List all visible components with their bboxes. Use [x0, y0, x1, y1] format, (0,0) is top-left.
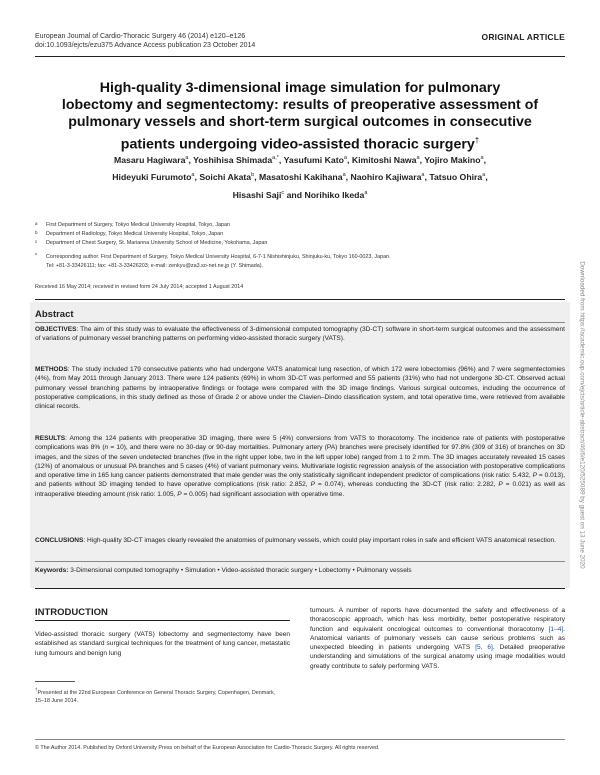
results-text: = 0.074), whereas conducting the 3D-CT (risk ratio: 2.282,: [314, 481, 499, 489]
author-name[interactable]: Masatoshi Kakihana: [259, 172, 343, 183]
abstract-top-rule: [35, 299, 565, 300]
journal-line-1: European Journal of Cardio-Thoracic Surgery 46 (2014) e120–e126: [35, 33, 246, 40]
article-type-label: ORIGINAL ARTICLE: [481, 32, 565, 42]
corresponding-mark: *: [35, 253, 38, 259]
author-name[interactable]: Hisashi Saji: [232, 189, 282, 200]
results-text: : Among the 124 patients with preoperative 3D imaging, there were 5 (4%) conversions from VATS to thoracotomy. The incidence rate of patients with postoperative complications was 8% (: [35, 435, 565, 452]
abstract-heading-rule: [35, 322, 565, 323]
author-affiliation-mark: a: [342, 172, 346, 179]
title-line-4-text: patients undergoing video-assisted thoracic surgery: [120, 136, 475, 153]
author-affiliation-mark: a: [416, 155, 420, 161]
corresponding-line-2[interactable]: Tel: +81-3-33426111; fax: +81-3-33426203; e-mail: zenkyu@za3.so-net.ne.jp (Y. Shimada).: [46, 262, 264, 269]
copyright-rule: [35, 739, 565, 740]
abstract-objectives: [35, 325, 565, 344]
affiliation-text: Department of Radiology, Tokyo Medical University Hospital, Tokyo, Japan: [46, 231, 224, 237]
conclusions-label: CONCLUSIONS: [35, 537, 84, 544]
abstract-methods: [35, 365, 565, 411]
objectives-text: : The aim of this study was to evaluate the effectiveness of 3-dimensional computed tomography (3D-CT) software in short-term surgical outcomes and the assessment of variations of pulmonary vessel branching patterns on performing video-assisted thoracic surgery (VATS).: [35, 326, 565, 343]
citation-link[interactable]: [5, 6]: [475, 644, 493, 652]
introduction-left-column: Video-assisted thoracic surgery (VATS) lobectomy and segmentectomy have been established as standard surgical techniques for the treatment of lung cancer, metastatic lung tumours and benign lung: [35, 631, 290, 657]
title-line-2: lobectomy and segmentectomy: results of preoperative assessment of: [61, 97, 539, 114]
intro-text: . Anatomical variants of pulmonary vessels can cause serious problems such as unexpected bleeding in patients undergoing VATS: [310, 625, 565, 652]
author-affiliation-mark: a: [364, 189, 368, 196]
authors-line-1: Masaru Hagiwara$^a$, Yoshihisa Shimada$^{a,*}$, Yasufumi Kato$^a$, Kimitoshi Nawa$^a$, Yojiro Makino$^a$,: [113, 154, 487, 165]
author-affiliation-mark: a: [480, 155, 484, 161]
conclusions-text: : High-quality 3D-CT images clearly revealed the anatomies of pulmonary vessels, which could play important roles in safe and efficient VATS anatomical resection.: [83, 537, 556, 544]
results-text: = 10), and there were no 30-day or 90-day mortalities. Pulmonary artery (PA) branches were precisely identified for 97.8% (309 of 316) of branches on 3D images, and the sizes of the seven undetected branches (five in the right upper lobe, two in the left upper lobe) ranged from 1 to 2 mm. The 3D images accurately revealed 15 cases (12%) of anomalous or unusual PA branches and 5 cases (4%) of variant pulmonary veins. Multivariate logistic regression analysis of the association with postoperative complications and operative time in 165 lung cancer patients demonstrated that male gender was the only statistically significant independent predictor of complications (risk ratio: 5.432,: [35, 444, 565, 480]
header-rule: [35, 56, 565, 57]
corresponding-line-1: Corresponding author. First Department of Surgery, Tokyo Medical University Hospital, 6-7-1 Nishishinjuku, Shinjuku-ku, Tokyo 160-0023, Japan.: [46, 254, 391, 260]
copyright: © The Author 2014. Published by Oxford University Press on behalf of the European Association for Cardio-Thoracic Surgery. All rights reserved.: [35, 745, 380, 751]
footnote-text: Presented at the 22nd European Conference on General Thoracic Surgery, Copenhagen, Denmark, 15–18 June 2014.: [35, 689, 276, 705]
footnote-rule: [35, 681, 75, 682]
results-italic: P: [532, 472, 537, 480]
results-italic: P: [177, 490, 182, 498]
author-name[interactable]: Yoshihisa Shimada: [193, 154, 273, 165]
keywords-text: 3-Dimensional computed tomography • Simulation • Video-assisted thoracic surgery • Lobectomy • Pulmonary vessels: [68, 567, 412, 574]
title-line-1: High-quality 3-dimensional image simulation for pulmonary: [99, 80, 501, 96]
objectives-label: OBJECTIVES: [35, 326, 77, 333]
author-name[interactable]: Tatsuo Ohira: [429, 172, 483, 183]
author-name[interactable]: Masaru Hagiwara: [113, 154, 186, 165]
authors-line-3: [55, 186, 545, 203]
author-affiliation-mark: a: [191, 172, 195, 179]
methods-text: : The study included 179 consecutive patients who had undergone VATS anatomical lung resection, of which 172 were lobectomies (96%) and 7 were segmentectomies (4%), from May 2011 through January 2013. There were 124 patients (69%) in whom 3D-CT was performed and 55 patients (31%) who had not undergone 3D-CT. Observed actual pulmonary vessel branching patterns by intraoperative findings or footage were compared with the 3D image findings. Various surgical outcomes, including the occurrence of postoperative complications, in this study defined as those of Grade 2 or above under the Clavien–Dindo classification system, and total operative time, were retrieved from available clinical records.: [35, 366, 565, 411]
keywords-rule: [35, 561, 565, 562]
journal-citation: [35, 32, 255, 50]
author-list: [55, 151, 545, 203]
title-line-3: pulmonary vessels and short-term surgical outcomes in consecutive: [68, 114, 532, 131]
authors-conjunction: and: [286, 189, 303, 200]
author-name[interactable]: Kimitoshi Nawa: [351, 154, 417, 165]
results-text: = 0.021) as well as intraoperative bleeding amount (risk ratio: 1.005,: [35, 481, 566, 498]
results-italic: P: [498, 481, 503, 489]
author-affiliation-mark: a: [482, 172, 486, 179]
introduction-right-column: [310, 606, 565, 671]
abstract-bottom-rule: [35, 588, 565, 589]
abstract-conclusions: [35, 536, 565, 545]
citation-link[interactable]: [1–4]: [548, 625, 564, 633]
results-text: = 0.013), and patients without 3D imaging tended to have operative complications (risk ratio: 2.852,: [35, 472, 566, 489]
authors-line-2: Hideyuki Furumoto$^a$, Soichi Akata$^b$, Masatoshi Kakihana$^a$, Naohiro Kajiwara$^a$, Tatsuo Ohira$^a$,: [112, 172, 488, 183]
results-italic: n: [104, 444, 109, 452]
corresponding-author: [46, 253, 391, 270]
author-affiliation-mark: a,*: [272, 155, 279, 161]
affiliation-mark: a: [35, 221, 38, 226]
author-name[interactable]: Naohiro Kajiwara: [350, 172, 422, 183]
introduction-heading-rule: [35, 620, 290, 621]
article-title: [55, 80, 545, 154]
abstract-results: [35, 434, 565, 499]
author-name[interactable]: Hideyuki Furumoto: [112, 172, 192, 183]
title-footnote-mark: †: [474, 135, 480, 145]
author-name[interactable]: Norihiko Ikeda: [304, 189, 365, 200]
intro-text: . Detailed preoperative understanding and simulations of the surgical anatomy using image modalities would greatly contribute to safely performing VATS.: [310, 644, 565, 670]
intro-text: tumours. A number of reports have documented the safety and effectiveness of a thoracoscopic approach, which has less morbidity, better postoperative respiratory function and equivalent oncological outcomes to conventional thoracotomy: [310, 607, 565, 633]
abstract-heading: Abstract: [35, 309, 74, 320]
author-affiliation-mark: a: [343, 155, 347, 161]
author-name[interactable]: Yojiro Makino: [424, 154, 481, 165]
keywords: [35, 566, 565, 575]
download-watermark: [576, 205, 588, 625]
results-text: = 0.005) had significant association with operative time.: [181, 490, 345, 498]
download-watermark-text[interactable]: Downloaded from https://academic.oup.com/ejcts/article-abstract/46/6/e120/525089 by guest on 13 June 2020: [578, 261, 586, 569]
affiliation-mark: b: [35, 230, 38, 235]
keywords-label: Keywords:: [35, 567, 69, 574]
affiliation-text: Department of Chest Surgery, St. Marianna University School of Medicine, Yokohama, Japan: [46, 240, 268, 246]
results-italic: P: [310, 481, 315, 489]
author-affiliation-mark: b: [251, 172, 255, 179]
received-dates: Received 16 May 2014; received in revised form 24 July 2014; accepted 1 August 2014: [35, 284, 244, 290]
affiliation-text: First Department of Surgery, Tokyo Medical University Hospital, Tokyo, Japan: [46, 222, 230, 228]
journal-line-2: doi:10.1093/ejcts/ezu375 Advance Access publication 23 October 2014: [35, 42, 256, 49]
author-affiliation-mark: c: [281, 189, 285, 196]
footnote: [35, 686, 285, 706]
methods-label: METHODS: [35, 366, 68, 373]
author-affiliation-mark: a: [421, 172, 425, 179]
footnote-mark: †: [35, 687, 38, 692]
author-affiliation-mark: a: [185, 155, 189, 161]
affiliation-mark: c: [35, 239, 38, 244]
results-label: RESULTS: [35, 435, 66, 442]
author-name[interactable]: Soichi Akata: [199, 172, 252, 183]
author-name[interactable]: Yasufumi Kato: [283, 154, 344, 165]
introduction-heading: INTRODUCTION: [35, 607, 108, 618]
